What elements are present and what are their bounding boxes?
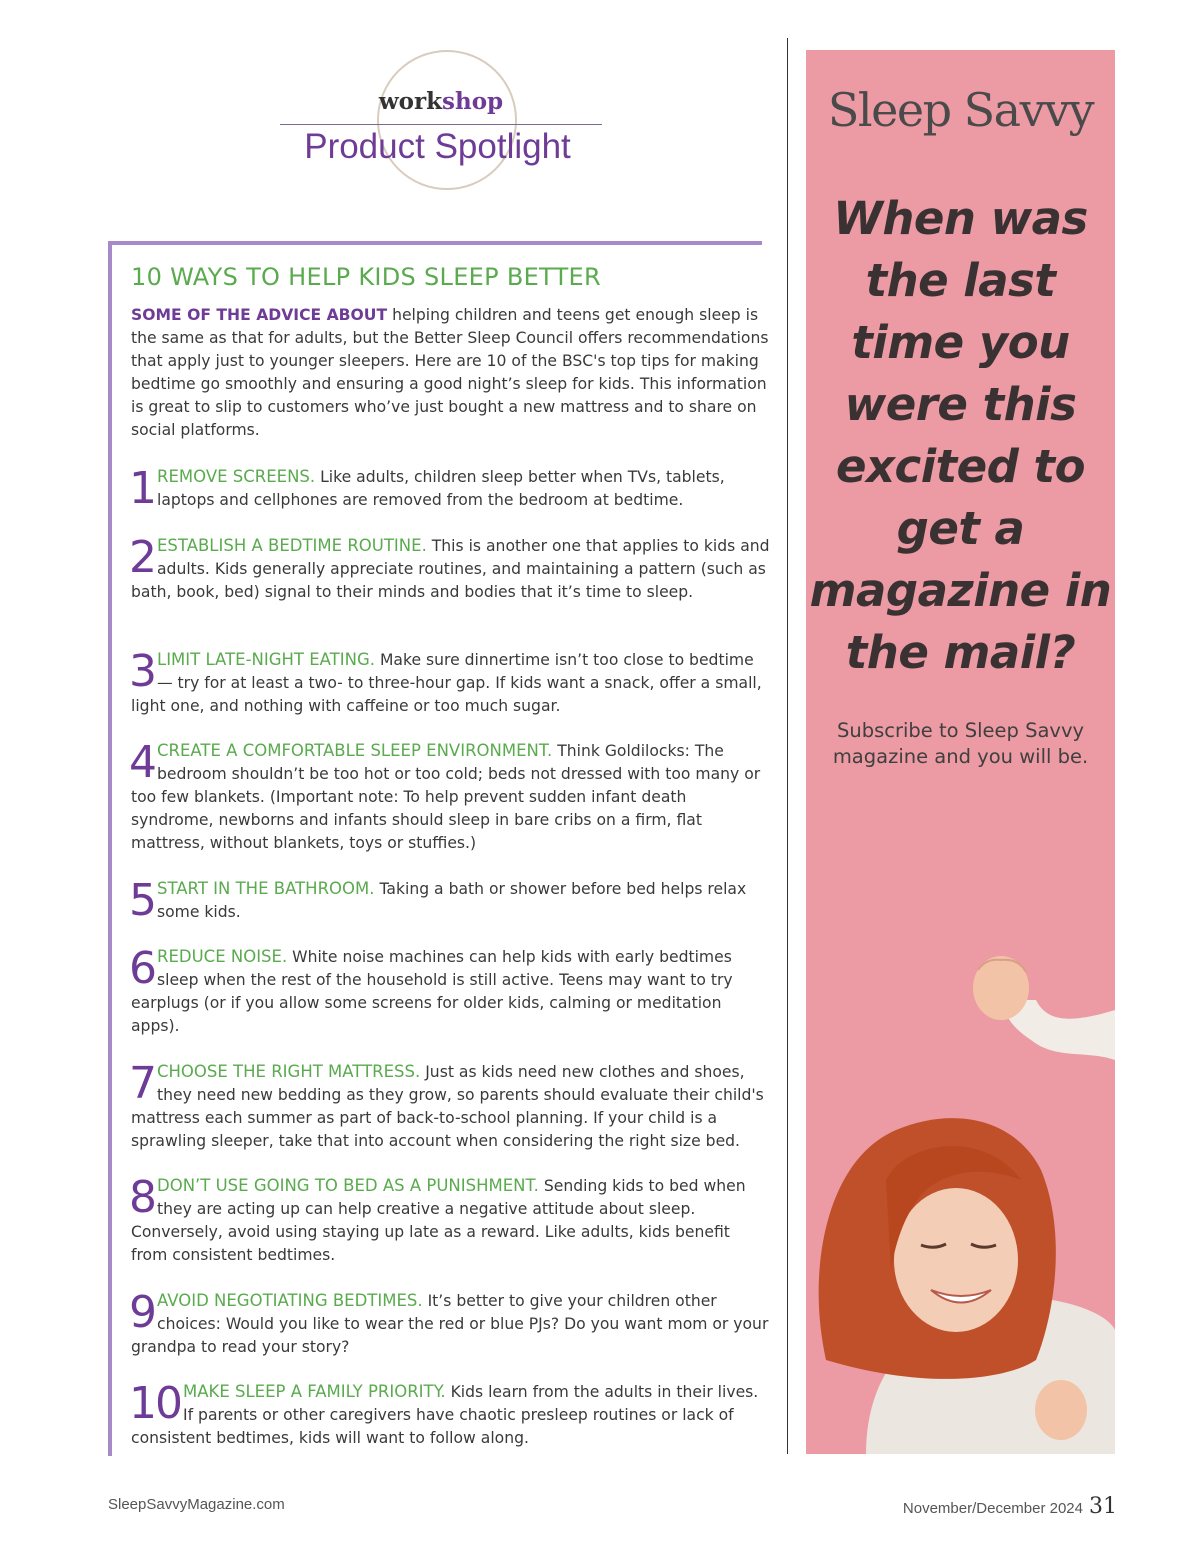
tip-number: 9 (129, 1287, 155, 1338)
tip-heading: MAKE SLEEP A FAMILY PRIORITY. (183, 1382, 446, 1401)
section-kicker-part2: shop (442, 88, 504, 115)
subscription-ad[interactable] (806, 50, 1115, 1454)
tip-heading: AVOID NEGOTIATING BEDTIMES. (157, 1291, 423, 1310)
section-kicker (280, 86, 602, 118)
tip-6 (131, 945, 771, 1038)
article-frame-left (108, 241, 112, 1456)
tip-heading: START IN THE BATHROOM. (157, 879, 375, 898)
tip-heading: REDUCE NOISE. (157, 947, 288, 966)
tip-body: Taking a bath or shower before bed helps relax some kids. (157, 880, 747, 921)
tip-number: 10 (129, 1378, 181, 1429)
tip-body: Think Goldilocks: The bedroom shouldn’t be too hot or too cold; beds not dressed with too many or too few blankets. (Important note: To help prevent sudden infant death syndrome, newborns and infants should sleep in bare cribs on a firm, flat mattress, without blankets, toys or stuffies.) (131, 742, 761, 852)
tip-number: 6 (129, 943, 155, 994)
tip-number: 3 (129, 646, 155, 697)
ad-subline: Subscribe to Sleep Savvy magazine and you will be. (832, 719, 1089, 768)
intro-lead: SOME OF THE ADVICE ABOUT (131, 306, 388, 324)
column-divider (787, 38, 788, 1454)
tip-heading: CHOOSE THE RIGHT MATTRESS. (157, 1062, 421, 1081)
tip-3 (131, 648, 771, 718)
tip-number: 5 (129, 875, 155, 926)
footer-issue-info (903, 1494, 1117, 1519)
footer-issue-date: November/December 2024 (902, 1500, 1083, 1517)
ad-headline: When was the last time you were this excited to get a magazine in the mail? (809, 192, 1112, 679)
tip-heading: LIMIT LATE-NIGHT EATING. (157, 650, 375, 669)
tip-body: Just as kids need new clothes and shoes, they need new bedding as they grow, so parents should evaluate their child's mattress each summer as part of back-to-school planning. If your child is a sprawling sleeper, take that into account when considering the right size bed. (131, 1063, 764, 1150)
tip-body: Kids learn from the adults in their lives. If parents or other caregivers have chaotic presleep routines or lack of consistent bedtimes, kids will want to follow along. (131, 1383, 759, 1447)
page-number: 31 (1089, 1494, 1117, 1519)
tip-7 (131, 1060, 771, 1153)
tip-number: 8 (129, 1172, 155, 1223)
intro-body: helping children and teens get enough sleep is the same as that for adults, but the Better Sleep Council offers recommendations that apply just to younger sleepers. Here are 10 of the BSC's top tips for making bedtime go smoothly and ensuring a good night’s sleep for kids. This information is great to slip to customers who’ve just bought a new mattress and to share on social platforms. (131, 306, 769, 439)
tip-heading: ESTABLISH A BEDTIME ROUTINE. (157, 536, 427, 555)
article-frame-top (108, 241, 762, 245)
tip-number: 1 (129, 463, 155, 514)
tip-body: Make sure dinnertime isn’t too close to bedtime — try for at least a two- to three-hour gap. If kids want a snack, offer a small, light one, and nothing with caffeine or too much sugar. (131, 651, 762, 715)
tip-heading: DON’T USE GOING TO BED AS A PUNISHMENT. (157, 1176, 539, 1195)
excited-woman-photo (806, 940, 1115, 1454)
tip-heading: CREATE A COMFORTABLE SLEEP ENVIRONMENT. (157, 741, 553, 760)
tip-number: 2 (129, 532, 155, 583)
ad-logo: Sleep Savvy (827, 83, 1094, 137)
header-circle-ornament (377, 50, 517, 190)
tip-10 (131, 1380, 771, 1450)
tip-heading: REMOVE SCREENS. (157, 467, 316, 486)
article-title: 10 WAYS TO HELP KIDS SLEEP BETTER (131, 263, 601, 291)
article-intro (131, 304, 771, 442)
tip-body: Like adults, children sleep better when TVs, tablets, laptops and cellphones are removed from the bedroom at bedtime. (157, 468, 725, 509)
tip-4 (131, 739, 771, 855)
tip-5 (131, 877, 771, 924)
section-title: Product Spotlight (304, 127, 571, 166)
tip-8 (131, 1174, 771, 1267)
tip-number: 7 (129, 1058, 155, 1109)
footer-website: SleepSavvyMagazine.com (108, 1496, 285, 1513)
tip-number: 4 (129, 737, 155, 788)
tip-body: Sending kids to bed when they are acting up can help creative a negative attitude about sleep. Conversely, avoid using staying up late as a reward. Like adults, kids benefit from consistent bedtimes. (131, 1177, 746, 1264)
section-kicker-part1: work (378, 88, 443, 115)
tip-body: It’s better to give your children other choices: Would you like to wear the red or blue PJs? Do you want mom or your grandpa to read your story? (131, 1292, 769, 1356)
tip-1 (131, 465, 771, 512)
tip-body: This is another one that applies to kids and adults. Kids generally appreciate routines, and maintaining a pattern (such as bath, book, bed) signal to their minds and bodies that it’s time to sleep. (131, 537, 770, 601)
tip-9 (131, 1289, 771, 1359)
header-divider (280, 124, 602, 125)
tip-body: White noise machines can help kids with early bedtimes sleep when the rest of the household is still active. Teens may want to try earplugs (or if you allow some screens for older kids, calming or meditation apps). (131, 948, 733, 1035)
tip-2 (131, 534, 771, 604)
